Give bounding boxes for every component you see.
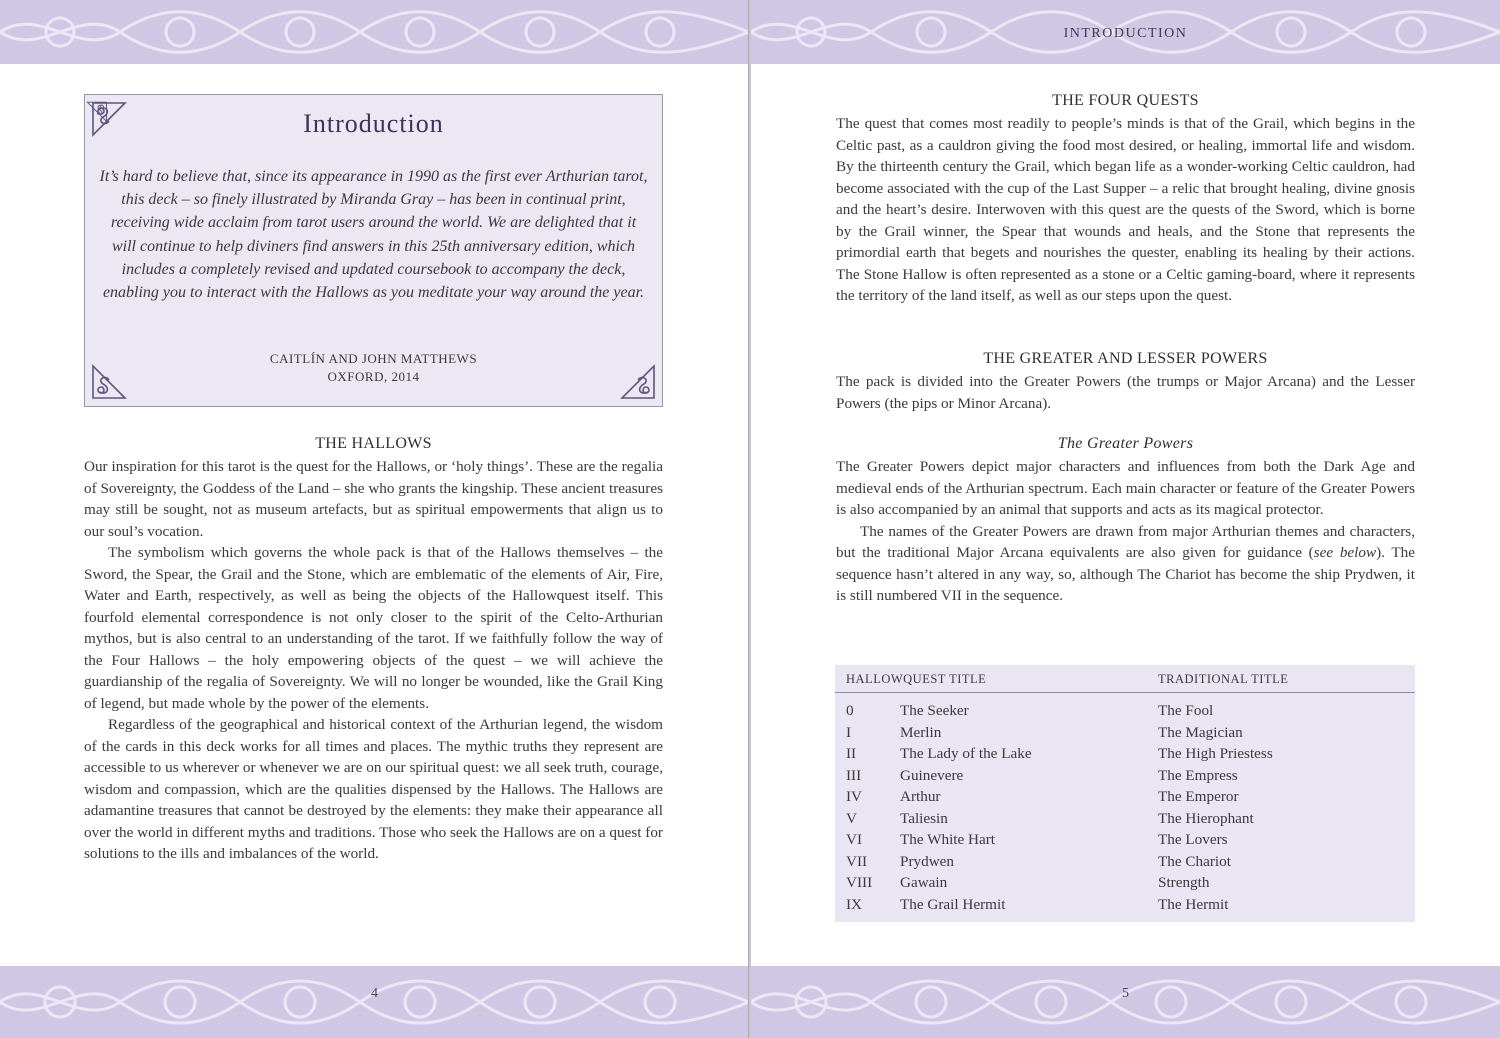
hallowquest-title: Taliesin: [900, 809, 948, 827]
card-number: IX: [846, 895, 863, 913]
card-number: V: [846, 809, 857, 827]
table-row: [835, 851, 1415, 873]
page-number: 4: [371, 986, 378, 1001]
signature-authors: CAITLÍN AND JOHN MATTHEWS: [269, 351, 478, 366]
powers-paragraph: The pack is divided into the Greater Powers (the trumps or Major Arcana) and the Lesser Powers (the pips or Minor Arcana).: [836, 373, 1415, 412]
powers-body: [836, 371, 1415, 414]
traditional-title: Strength: [1158, 874, 1210, 891]
running-head: INTRODUCTION: [1063, 26, 1188, 41]
hallows-paragraph-1: Our inspiration for this tarot is the quest for the Hallows, or ‘holy things’. These are the regalia of Sovereignty, the Goddess of the Land – she who grants the kingship. These ancient treasures may still be sought, not as museum artefacts, but as spiritual empowerments that align us to our soul’s vocation.: [84, 458, 663, 540]
traditional-title: The High Priestess: [1158, 745, 1273, 762]
table-row: [835, 700, 1415, 722]
hallowquest-title: Arthur: [900, 788, 941, 805]
hallowquest-title: The Seeker: [900, 702, 969, 719]
hallowquest-title: The Grail Hermit: [900, 895, 1006, 913]
greater-powers-paragraph-1: The Greater Powers depict major characters and influences from both the Dark Age and medieval ends of the Arthurian spectrum. Each main character or feature of the Greater Powers is also accompanied by an animal that supports and acts as its magical protector.: [836, 458, 1415, 518]
greater-powers-body: [836, 456, 1415, 607]
table-row: [835, 894, 1415, 916]
greater-powers-table: [835, 665, 1415, 922]
introduction-box: [84, 94, 663, 407]
card-number: I: [846, 723, 852, 741]
celtic-knot-footer-band: [0, 966, 749, 1038]
see-below-note: see below: [1313, 544, 1377, 561]
introduction-signature: [85, 350, 662, 386]
table-row: [835, 743, 1415, 765]
powers-heading: THE GREATER AND LESSER POWERS: [983, 350, 1268, 367]
table-row: [835, 829, 1415, 851]
signature-place-date: OXFORD, 2014: [327, 369, 420, 384]
celtic-knot-header-band: [0, 0, 749, 64]
card-number: 0: [846, 702, 854, 719]
celtic-knot-pattern: [0, 966, 749, 1038]
celtic-knot-footer-band: [751, 966, 1500, 1038]
celtic-knot-header-band: [751, 0, 1500, 64]
left-page: [0, 0, 749, 1038]
greater-powers-paragraph-2: [836, 521, 1415, 607]
hallowquest-title: Prydwen: [900, 852, 954, 870]
card-number: VIII: [846, 874, 873, 891]
card-number: II: [846, 745, 857, 762]
traditional-title: The Lovers: [1158, 831, 1228, 848]
traditional-title: The Hermit: [1158, 895, 1229, 913]
table-row: [835, 722, 1415, 744]
table-row: [835, 872, 1415, 894]
card-number: VII: [846, 852, 868, 870]
traditional-title: The Fool: [1158, 702, 1214, 719]
table-row: [835, 786, 1415, 808]
traditional-title: The Hierophant: [1158, 809, 1254, 827]
introduction-text: It’s hard to believe that, since its appearance in 1990 as the first ever Arthurian tarot, this deck – so finely illustrated by Miranda Gray – has been in continual print, receiving wide acclaim from tarot users around the world. We are delighted that it will continue to help diviners find answers in this 25th anniversary edition, which includes a completely revised and updated coursebook to accompany the deck, enabling you to interact with the Hallows as you meditate your way around the year.: [99, 168, 648, 302]
table-row: [835, 808, 1415, 830]
four-quests-body: [836, 113, 1415, 307]
hallows-paragraph-2: The symbolism which governs the whole pack is that of the Hallows themselves – the Sword, the Spear, the Grail and the Stone, which are emblematic of the elements of Air, Fire, Water and Earth, respectively, as well as being the objects of the Hallowquest itself. This fourfold elemental correspondence is not only closer to the spirit of the Celto-Arthurian mythos, but is also central to an understanding of the tarot. If we faithfully follow the way of the Four Hallows – the holy empowering objects of the quest – we will achieve the guardianship of the regalia of Sovereignty. We will no longer be wounded, like the Grail King of legend, but made whole by the power of the elements.: [84, 544, 663, 712]
traditional-title: The Empress: [1158, 766, 1238, 784]
hallowquest-title: The White Hart: [900, 831, 996, 848]
introduction-title: Introduction: [303, 109, 444, 138]
celtic-knot-pattern: [0, 0, 749, 64]
card-number: III: [846, 766, 862, 784]
card-number: IV: [846, 788, 863, 805]
hallowquest-title: Merlin: [900, 723, 942, 741]
hallows-paragraph-3: Regardless of the geographical and historical context of the Arthurian legend, the wisdom of the cards in this deck works for all times and places. The mythic truths they represent are accessible to us wherever or whenever we are on our spiritual quest: we all seek truth, courage, wisdom and compassion, which are the qualities dispensed by the Hallows. The Hallows are adamantine treasures that cannot be destroyed by the elements: they make their appearance all over the world in different myths and traditions. Those who seek the Hallows are on a quest for solutions to the ills and imbalances of the world.: [84, 716, 663, 862]
hallowquest-title: The Lady of the Lake: [900, 745, 1032, 762]
column-header-hallowquest: HALLOWQUEST TITLE: [846, 672, 987, 686]
greater-p2-start: The names of the Greater Powers are drawn from major Arthurian themes and characters, but the traditional Major Arcana equivalents are also given for guidance (: [836, 522, 1415, 561]
four-quests-heading: THE FOUR QUESTS: [1052, 92, 1199, 109]
traditional-title: The Emperor: [1158, 788, 1239, 805]
right-page: [751, 0, 1500, 1038]
hallows-body: [84, 456, 663, 865]
table-header: [835, 665, 1415, 693]
four-quests-paragraph: The quest that comes most readily to people’s minds is that of the Grail, which begins in the Celtic past, as a cauldron giving the food most desired, or healing, immortal life and wisdom. By the thirteenth century the Grail, which began life as a wonder-working Celtic cauldron, had become associated with the cup of the Last Supper – a relic that brought healing, divine gnosis and the heart’s desire. Interwoven with this quest are the quests of the Sword, which is borne by the Grail winner, the Spear that wounds and heals, and the Stone that represents the primordial earth that begets and nourishes the quester, enabling its healing by their actions. The Stone Hallow is often represented as a stone or a Celtic gaming-board, where it represents the territory of the land itself, as well as our steps upon the quest.: [836, 115, 1415, 304]
table-body: [835, 700, 1415, 915]
celtic-knot-pattern: [751, 966, 1500, 1038]
greater-p2-end: ). The sequence hasn’t altered in any way, so, although The Chariot has become the ship Prydwen, it is still numbered VII in the sequence.: [836, 544, 1415, 604]
traditional-title: The Magician: [1158, 723, 1243, 741]
traditional-title: The Chariot: [1158, 852, 1231, 870]
card-number: VI: [846, 831, 863, 848]
column-header-traditional: TRADITIONAL TITLE: [1158, 672, 1289, 686]
hallowquest-title: Gawain: [900, 874, 948, 891]
page-number: 5: [1122, 986, 1129, 1001]
greater-powers-heading: The Greater Powers: [1057, 435, 1194, 452]
table-row: [835, 765, 1415, 787]
hallowquest-title: Guinevere: [900, 766, 964, 784]
hallows-heading: THE HALLOWS: [315, 435, 432, 452]
